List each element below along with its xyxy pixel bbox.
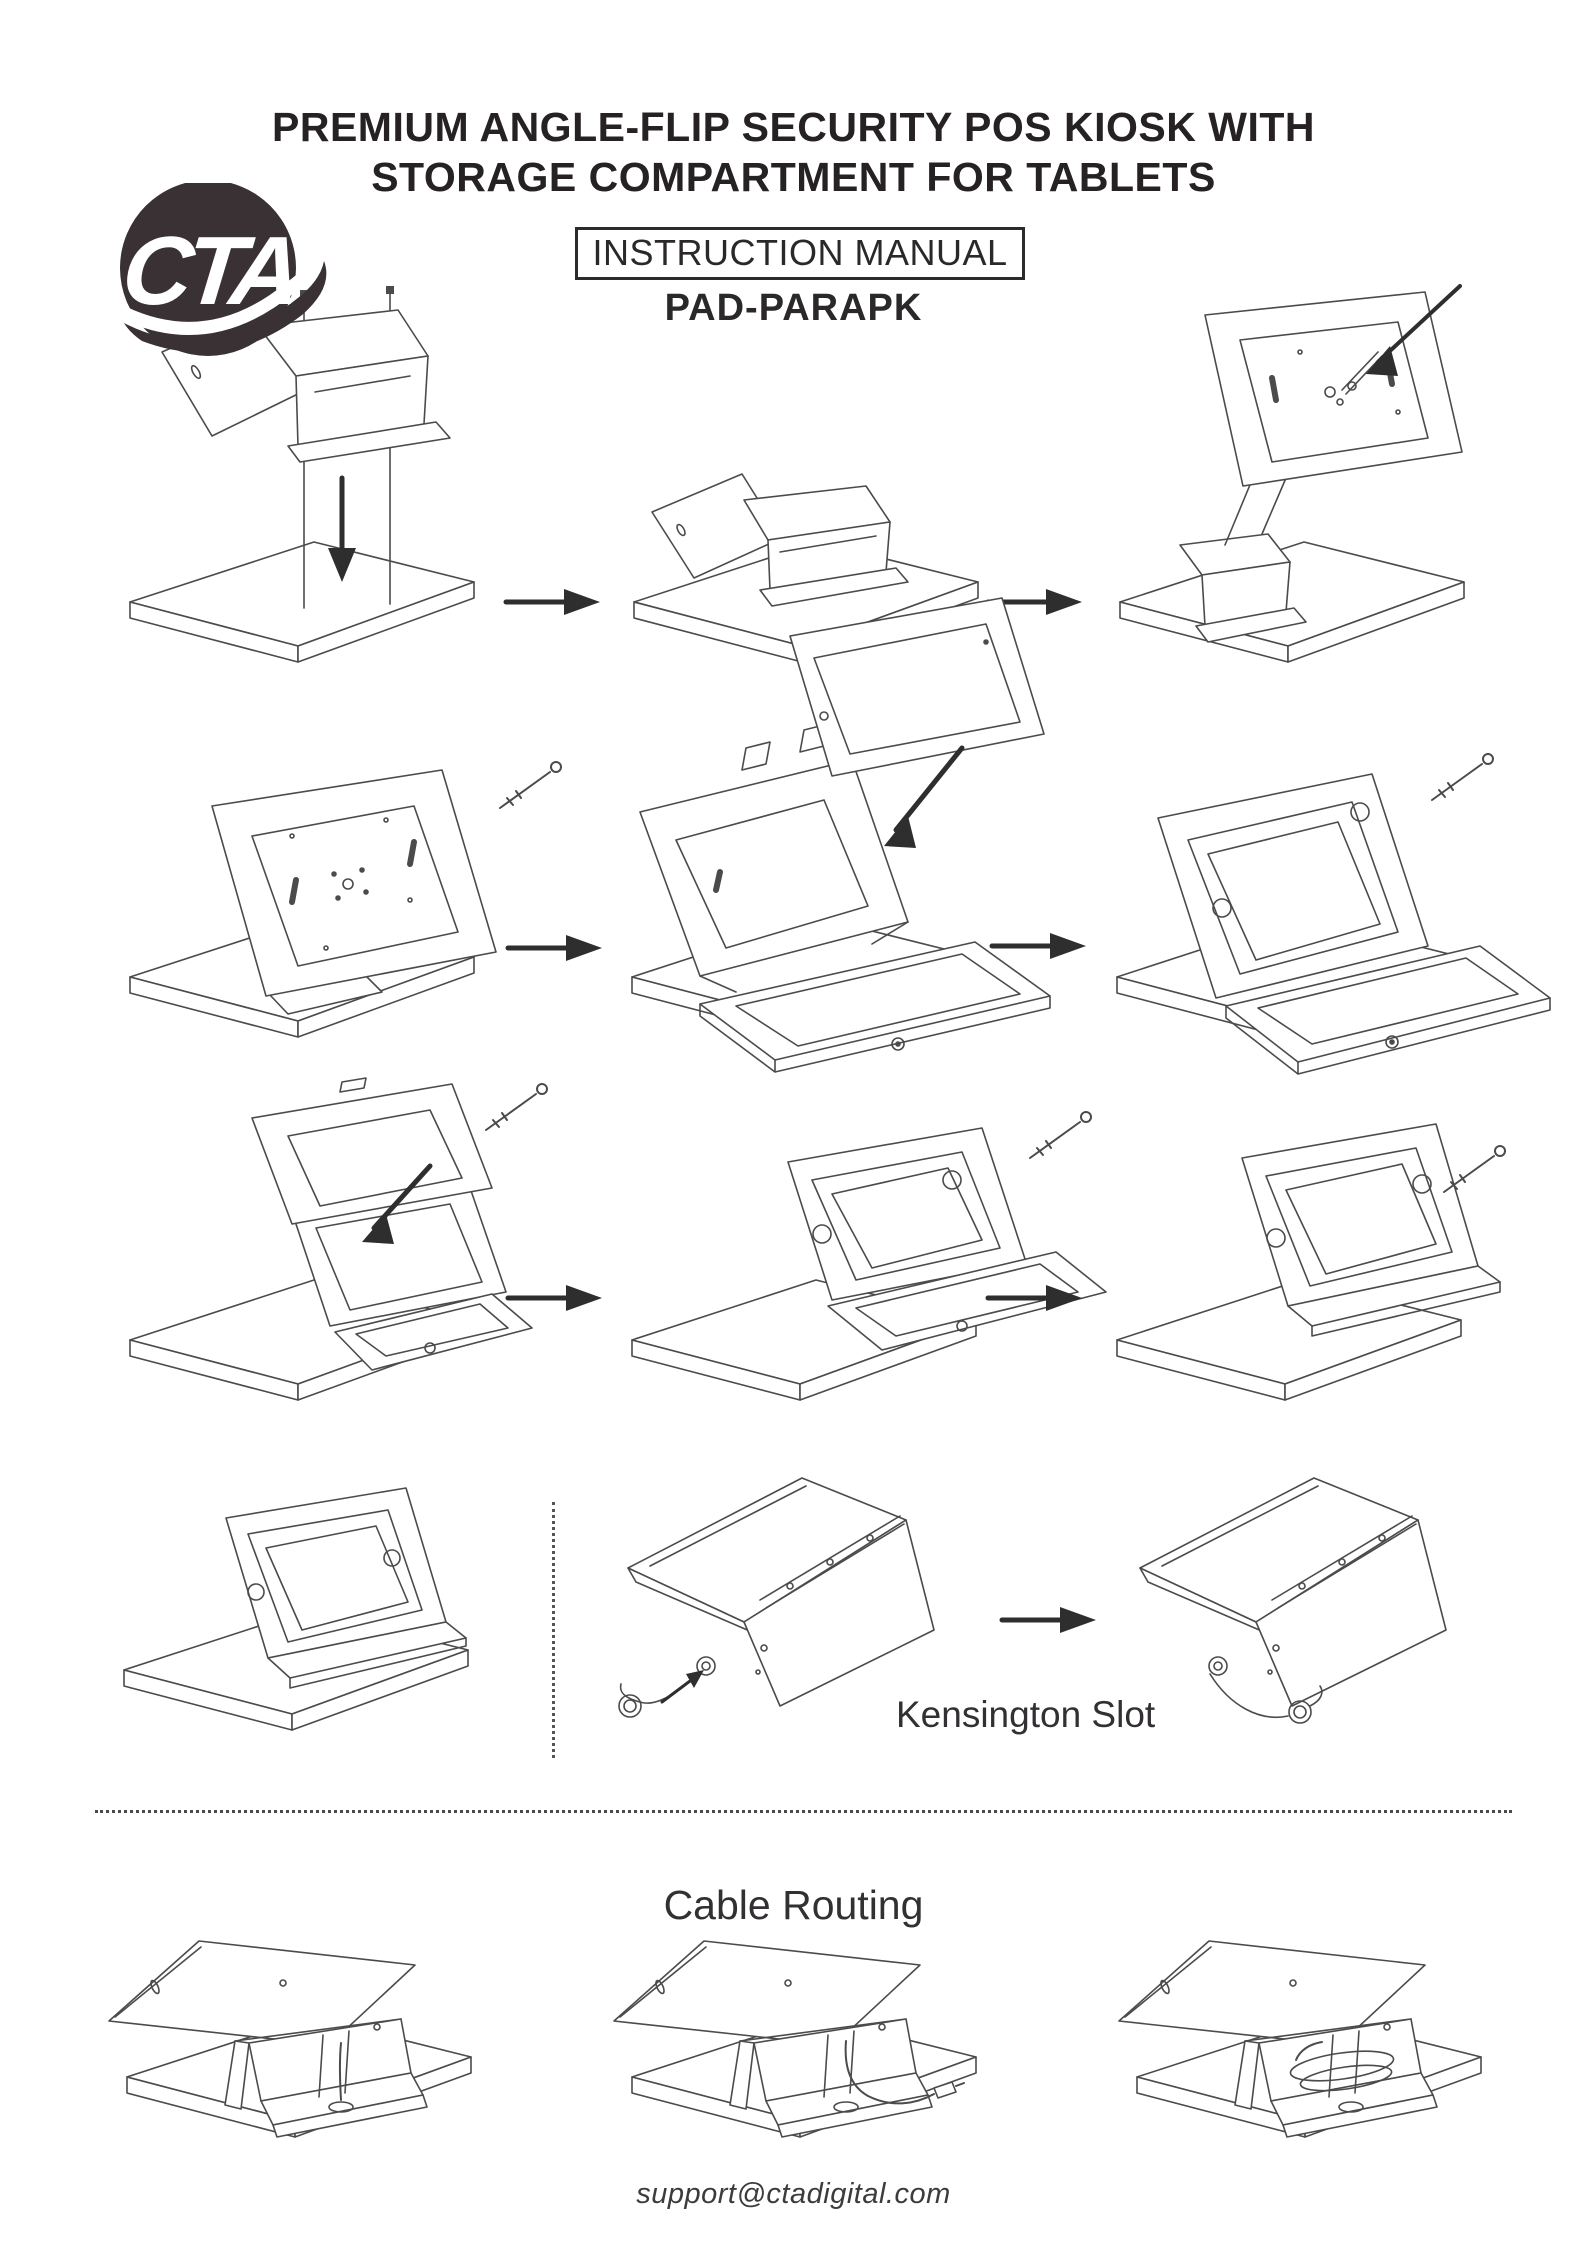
- fig-attach-front-frame: [130, 1078, 547, 1400]
- cable-routing-title: Cable Routing: [663, 1882, 924, 1928]
- fig-frame-secured: [632, 1112, 1106, 1400]
- fig-completed-kiosk: [124, 1488, 468, 1730]
- pointer-arrow-icon: [662, 1670, 704, 1702]
- right-arrow-icon: [992, 933, 1086, 959]
- page-title-line1: PREMIUM ANGLE-FLIP SECURITY POS KIOSK WITH: [271, 104, 1316, 150]
- instruction-manual-box: INSTRUCTION MANUAL: [575, 227, 1025, 280]
- fig-cable-routing-1: [109, 1941, 471, 2137]
- model-number: PAD-PARAPK: [664, 287, 923, 329]
- support-email: support@ctadigital.com: [636, 2178, 951, 2210]
- key-icon: [1432, 754, 1493, 800]
- key-icon: [1030, 1112, 1091, 1158]
- page-title-line2: STORAGE COMPARTMENT FOR TABLETS: [371, 154, 1216, 200]
- fig-kensington-cable-attach: [619, 1478, 934, 1717]
- cta-logo: [90, 183, 346, 387]
- fig-kensington-cable-locked: [1140, 1478, 1446, 1723]
- fig-head-attached-rear-plate: [1120, 286, 1464, 662]
- right-arrow-icon: [506, 589, 600, 615]
- fig-tablet-seated: [1117, 754, 1550, 1074]
- key-icon: [486, 1084, 547, 1130]
- fig-cable-routing-2: [614, 1941, 976, 2137]
- right-arrow-icon: [508, 1285, 602, 1311]
- kensington-lock-icon: [619, 1657, 715, 1717]
- fig-unlock-enclosure: [130, 762, 561, 1037]
- fig-cable-routing-3: [1119, 1941, 1481, 2137]
- fig-insert-tablet: [632, 598, 1050, 1072]
- kensington-slot-label: Kensington Slot: [896, 1694, 1156, 1735]
- right-arrow-icon: [1002, 1607, 1096, 1633]
- cable-line: [340, 2043, 341, 2100]
- key-icon: [500, 762, 561, 808]
- right-arrow-icon: [508, 935, 602, 961]
- key-icon: [1444, 1146, 1505, 1192]
- fig-enclosure-locked: [1117, 1124, 1505, 1400]
- logo-text: CTA: [117, 216, 301, 325]
